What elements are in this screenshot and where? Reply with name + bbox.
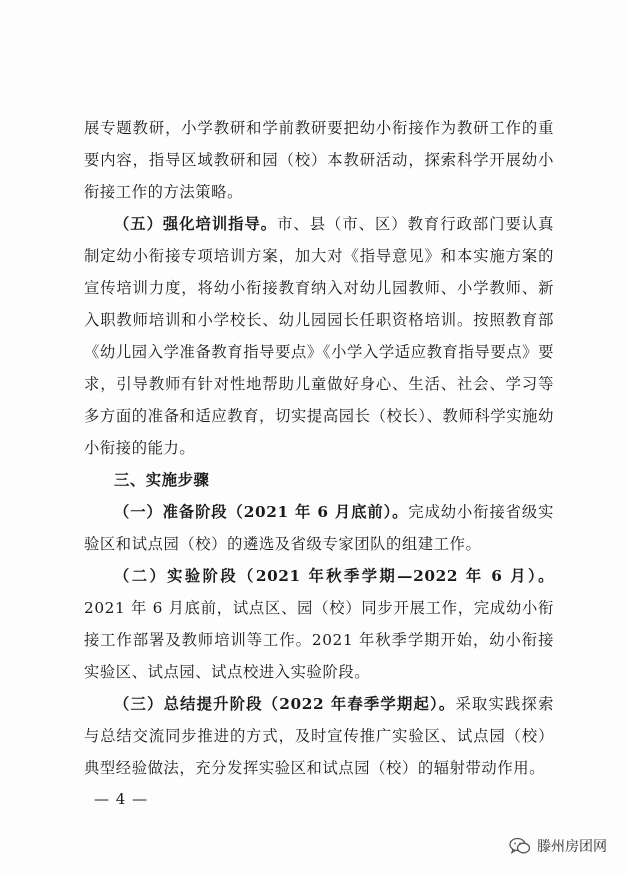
paragraph-lead: （五）强化培训指导。	[114, 215, 278, 233]
wechat-icon	[509, 837, 531, 855]
step-preparation	[84, 496, 554, 560]
step-lead: （三）总结提升阶段（2022 年春季学期起）。	[114, 695, 456, 713]
step-experiment	[84, 560, 554, 688]
paragraph-continuation	[84, 112, 554, 208]
watermark-text: 滕州房团网	[537, 839, 607, 855]
page-number: — 4 —	[94, 790, 149, 808]
step-text: 采取实践探索与总结交流同步推进的方式，及时宣传推广实验区、试点园（校）典型经验做法，充分发挥实验区和试点园（校）的辐射带动作用。	[84, 695, 554, 777]
step-summary	[84, 688, 554, 784]
document-body	[84, 112, 554, 784]
step-text: 2021 年 6 月底前，试点区、园（校）同步开展工作，完成幼小衔接工作部署及教师培训等工作。2021 年秋季学期开始，幼小衔接实验区、试点园、试点校进入实验阶段。	[84, 599, 554, 681]
step-text: 完成幼小衔接省级实验区和试点园（校）的遴选及省级专家团队的组建工作。	[84, 503, 554, 553]
step-lead: （一）准备阶段（2021 年 6 月底前）。	[114, 503, 409, 521]
paragraph-text: 市、县（市、区）教育行政部门要认真制定幼小衔接专项培训方案，加大对《指导意见》和本实施方案的宣传培训力度，将幼小衔接教育纳入对幼儿园教师、小学教师、新入职教师培训和小学校长、幼儿园园长任职资格培训。按照教育部《幼儿园入学准备教育指导要点》《小学入学适应教育指导要点》要求，引导教师有针对性地帮助儿童做好身心、生活、社会、学习等多方面的准备和适应教育，切实提高园长（校长）、教师科学实施幼小衔接的能力。	[84, 215, 554, 457]
section-heading: 三、实施步骤	[114, 471, 210, 489]
step-lead: （二）实验阶段（2021 年秋季学期—2022 年 6 月）。	[114, 567, 554, 585]
paragraph-text: 展专题教研，小学教研和学前教研要把幼小衔接作为教研工作的重要内容，指导区域教研和园（校）本教研活动，探索科学开展幼小衔接工作的方法策略。	[84, 119, 554, 201]
watermark	[509, 836, 607, 856]
paragraph-training	[84, 208, 554, 464]
